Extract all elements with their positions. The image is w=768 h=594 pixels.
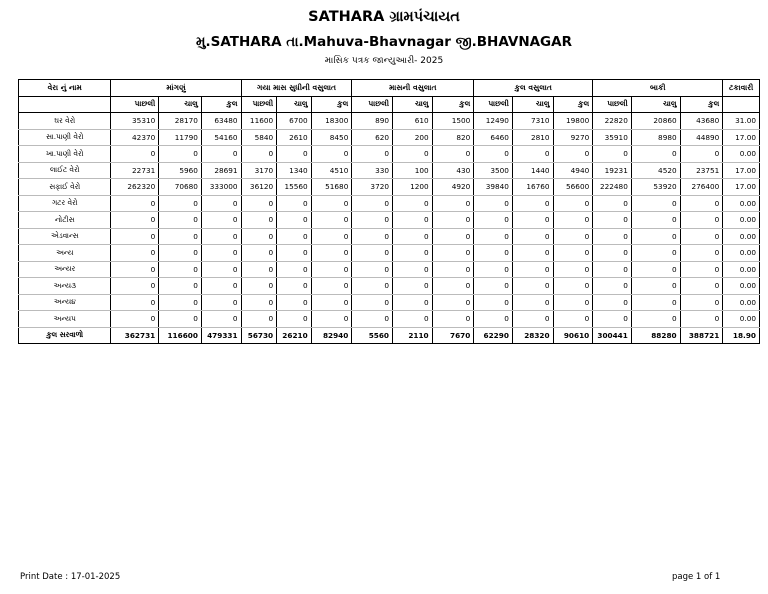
value-cell: 0: [680, 212, 723, 229]
value-cell: 0: [311, 195, 352, 212]
value-cell: 0: [159, 245, 202, 262]
value-cell: 0: [512, 278, 553, 295]
value-cell: 62290: [474, 327, 513, 344]
col-percentage: ટકાવારી: [723, 80, 760, 97]
value-cell: 0: [512, 212, 553, 229]
value-cell: 31.00: [723, 113, 760, 130]
value-cell: 0: [352, 195, 393, 212]
value-cell: 22731: [111, 162, 159, 179]
value-cell: 0: [432, 146, 474, 163]
value-cell: 5960: [159, 162, 202, 179]
value-cell: 17.00: [723, 162, 760, 179]
value-cell: 53920: [631, 179, 680, 196]
value-cell: 0: [393, 261, 433, 278]
value-cell: 0: [111, 278, 159, 295]
value-cell: 0: [512, 245, 553, 262]
value-cell: 0: [111, 212, 159, 229]
value-cell: 4520: [631, 162, 680, 179]
sub-header-cell: ચાલુ: [159, 96, 202, 113]
page-number: page 1 of 1: [672, 572, 721, 582]
value-cell: 0: [201, 146, 241, 163]
table-row: [19, 195, 760, 212]
value-cell: 1200: [393, 179, 433, 196]
value-cell: 0: [553, 294, 593, 311]
value-cell: 4940: [553, 162, 593, 179]
value-cell: 0: [512, 195, 553, 212]
value-cell: 0: [277, 294, 312, 311]
value-cell: 0: [241, 294, 277, 311]
value-cell: 0: [474, 146, 513, 163]
value-cell: 479331: [201, 327, 241, 344]
value-cell: 4920: [432, 179, 474, 196]
value-cell: 0: [512, 311, 553, 328]
tax-name-cell: અન્ય૩: [19, 278, 111, 295]
value-cell: 9270: [553, 129, 593, 146]
value-cell: 0: [512, 261, 553, 278]
value-cell: 0: [111, 311, 159, 328]
value-cell: 0: [159, 228, 202, 245]
total-row: [19, 327, 760, 344]
value-cell: 0: [512, 228, 553, 245]
value-cell: 0: [277, 245, 312, 262]
value-cell: 0: [512, 146, 553, 163]
value-cell: 0: [241, 311, 277, 328]
value-cell: 0: [680, 311, 723, 328]
sub-header-cell: કુલ: [553, 96, 593, 113]
table-row: [19, 162, 760, 179]
value-cell: 0: [352, 261, 393, 278]
table-row: [19, 179, 760, 196]
value-cell: 0: [631, 146, 680, 163]
value-cell: 18.90: [723, 327, 760, 344]
value-cell: 5840: [241, 129, 277, 146]
value-cell: 362731: [111, 327, 159, 344]
value-cell: 890: [352, 113, 393, 130]
value-cell: 28691: [201, 162, 241, 179]
value-cell: 0: [593, 212, 632, 229]
sub-header-cell: પાછલી: [241, 96, 277, 113]
value-cell: 0: [393, 212, 433, 229]
value-cell: 0: [393, 245, 433, 262]
value-cell: 0: [680, 228, 723, 245]
value-cell: 0: [432, 245, 474, 262]
tax-name-cell: સા.પાણી વેરો: [19, 129, 111, 146]
value-cell: 0: [159, 212, 202, 229]
value-cell: 0: [352, 278, 393, 295]
value-cell: 0: [432, 195, 474, 212]
value-cell: 0: [393, 228, 433, 245]
value-cell: 0.00: [723, 278, 760, 295]
value-cell: 19231: [593, 162, 632, 179]
value-cell: 0: [631, 195, 680, 212]
value-cell: 0: [201, 294, 241, 311]
value-cell: 0: [277, 261, 312, 278]
value-cell: 11790: [159, 129, 202, 146]
value-cell: 388721: [680, 327, 723, 344]
value-cell: 63480: [201, 113, 241, 130]
tax-name-cell: ગટર વેરો: [19, 195, 111, 212]
value-cell: 620: [352, 129, 393, 146]
sub-header-empty: [19, 96, 111, 113]
value-cell: 0: [553, 228, 593, 245]
value-cell: 0: [432, 228, 474, 245]
value-cell: 39840: [474, 179, 513, 196]
col-tax-name: વેરા નું નામ: [19, 80, 111, 97]
value-cell: 0: [680, 245, 723, 262]
value-cell: 100: [393, 162, 433, 179]
value-cell: 0: [277, 212, 312, 229]
value-cell: 0: [311, 245, 352, 262]
value-cell: 0: [111, 294, 159, 311]
value-cell: 7310: [512, 113, 553, 130]
value-cell: 0: [159, 294, 202, 311]
value-cell: 90610: [553, 327, 593, 344]
value-cell: 222480: [593, 179, 632, 196]
value-cell: 0: [631, 294, 680, 311]
table-row: [19, 228, 760, 245]
value-cell: 0: [553, 146, 593, 163]
value-cell: 0: [311, 261, 352, 278]
value-cell: 0: [159, 278, 202, 295]
value-cell: 28170: [159, 113, 202, 130]
value-cell: 0: [159, 146, 202, 163]
sub-header-cell: ચાલુ: [631, 96, 680, 113]
tax-report-table: [18, 79, 760, 344]
value-cell: 0: [553, 212, 593, 229]
value-cell: 0: [553, 311, 593, 328]
value-cell: 0: [277, 311, 312, 328]
value-cell: 0: [159, 261, 202, 278]
sub-header-cell: ચાલુ: [512, 96, 553, 113]
value-cell: 0.00: [723, 146, 760, 163]
tax-name-cell: નોટીસ: [19, 212, 111, 229]
report-period: માસિક પત્રક જાન્યુઆરી- 2025: [324, 56, 444, 66]
value-cell: 1440: [512, 162, 553, 179]
value-cell: 36120: [241, 179, 277, 196]
value-cell: 0: [201, 245, 241, 262]
value-cell: 0: [432, 311, 474, 328]
value-cell: 0: [680, 278, 723, 295]
value-cell: 330: [352, 162, 393, 179]
value-cell: 0: [352, 294, 393, 311]
value-cell: 43680: [680, 113, 723, 130]
sub-header-cell: કુલ: [311, 96, 352, 113]
value-cell: 17.00: [723, 179, 760, 196]
value-cell: 0: [474, 311, 513, 328]
value-cell: 2810: [512, 129, 553, 146]
tax-name-cell: અન્યર: [19, 261, 111, 278]
group-balance: બાકી: [593, 80, 723, 97]
value-cell: 6460: [474, 129, 513, 146]
value-cell: 0: [593, 294, 632, 311]
sub-header-cell: ચાલુ: [277, 96, 312, 113]
value-cell: 610: [393, 113, 433, 130]
group-month-collection: માસની વસુલાત: [352, 80, 474, 97]
value-cell: 0: [432, 212, 474, 229]
sub-header-cell: કુલ: [201, 96, 241, 113]
value-cell: 0: [474, 195, 513, 212]
value-cell: 0: [593, 228, 632, 245]
value-cell: 0: [680, 294, 723, 311]
value-cell: 0: [201, 311, 241, 328]
value-cell: 0: [593, 278, 632, 295]
value-cell: 2110: [393, 327, 433, 344]
value-cell: 0: [201, 261, 241, 278]
value-cell: 0: [352, 245, 393, 262]
value-cell: 0: [311, 294, 352, 311]
value-cell: 0: [241, 261, 277, 278]
value-cell: 0: [241, 228, 277, 245]
sub-header-cell: કુલ: [432, 96, 474, 113]
sub-header-cell: કુલ: [680, 96, 723, 113]
value-cell: 0: [111, 195, 159, 212]
value-cell: 3170: [241, 162, 277, 179]
value-cell: 0: [474, 245, 513, 262]
tax-name-cell: સફાઈ વેરો: [19, 179, 111, 196]
value-cell: 0: [512, 294, 553, 311]
sub-header-cell: ચાલુ: [393, 96, 433, 113]
group-demand: માંગણું: [111, 80, 241, 97]
value-cell: 820: [432, 129, 474, 146]
value-cell: 22820: [593, 113, 632, 130]
value-cell: 0.00: [723, 311, 760, 328]
value-cell: 0: [680, 146, 723, 163]
value-cell: 23751: [680, 162, 723, 179]
value-cell: 56600: [553, 179, 593, 196]
table-row: [19, 261, 760, 278]
table-row: [19, 113, 760, 130]
value-cell: 3500: [474, 162, 513, 179]
value-cell: 0: [680, 195, 723, 212]
value-cell: 28320: [512, 327, 553, 344]
value-cell: 17.00: [723, 129, 760, 146]
report-address: મુ.SATHARA તા.Mahuva-Bhavnagar જી.BHAVNAGAR: [196, 34, 572, 50]
value-cell: 0: [553, 195, 593, 212]
sub-header-empty: [723, 96, 760, 113]
value-cell: 0: [352, 212, 393, 229]
value-cell: 0: [201, 195, 241, 212]
sub-header-row: [19, 96, 760, 113]
value-cell: 0: [593, 146, 632, 163]
value-cell: 0: [631, 212, 680, 229]
value-cell: 0.00: [723, 212, 760, 229]
group-total-collection: કુલ વસુલાત: [474, 80, 593, 97]
value-cell: 0: [393, 195, 433, 212]
value-cell: 0: [631, 228, 680, 245]
value-cell: 0: [393, 311, 433, 328]
group-header-row: [19, 80, 760, 97]
value-cell: 0: [680, 261, 723, 278]
value-cell: 54160: [201, 129, 241, 146]
table-row: [19, 146, 760, 163]
value-cell: 0: [474, 261, 513, 278]
table-row: [19, 294, 760, 311]
group-previous-collection: ગયા માસ સુધીની વસુલાત: [241, 80, 352, 97]
tax-name-cell: લાઈટ વેરો: [19, 162, 111, 179]
value-cell: 0: [432, 261, 474, 278]
sub-header-cell: પાછલી: [111, 96, 159, 113]
value-cell: 7670: [432, 327, 474, 344]
value-cell: 276400: [680, 179, 723, 196]
value-cell: 44890: [680, 129, 723, 146]
value-cell: 0: [631, 278, 680, 295]
value-cell: 5560: [352, 327, 393, 344]
value-cell: 2610: [277, 129, 312, 146]
value-cell: 0: [201, 212, 241, 229]
value-cell: 0: [352, 311, 393, 328]
value-cell: 0: [311, 146, 352, 163]
tax-name-cell: કુલ સરવાળો: [19, 327, 111, 344]
value-cell: 0: [432, 294, 474, 311]
value-cell: 11600: [241, 113, 277, 130]
value-cell: 0: [111, 245, 159, 262]
value-cell: 0: [352, 228, 393, 245]
tax-name-cell: અન્ય૪: [19, 294, 111, 311]
value-cell: 12490: [474, 113, 513, 130]
sub-header-cell: પાછલી: [593, 96, 632, 113]
value-cell: 0: [393, 294, 433, 311]
value-cell: 0: [111, 146, 159, 163]
value-cell: 0: [311, 278, 352, 295]
value-cell: 16760: [512, 179, 553, 196]
value-cell: 56730: [241, 327, 277, 344]
value-cell: 1340: [277, 162, 312, 179]
value-cell: 0: [111, 228, 159, 245]
value-cell: 0: [393, 146, 433, 163]
value-cell: 0: [474, 228, 513, 245]
value-cell: 0: [474, 278, 513, 295]
value-cell: 42370: [111, 129, 159, 146]
value-cell: 3720: [352, 179, 393, 196]
value-cell: 333000: [201, 179, 241, 196]
tax-name-cell: એડવાન્સ: [19, 228, 111, 245]
value-cell: 0: [201, 278, 241, 295]
value-cell: 0.00: [723, 294, 760, 311]
value-cell: 300441: [593, 327, 632, 344]
value-cell: 0: [393, 278, 433, 295]
value-cell: 0.00: [723, 228, 760, 245]
value-cell: 0: [241, 195, 277, 212]
value-cell: 0: [631, 261, 680, 278]
table-row: [19, 245, 760, 262]
value-cell: 4510: [311, 162, 352, 179]
value-cell: 200: [393, 129, 433, 146]
report-title: SATHARA ગ્રામપંચાયત: [308, 9, 460, 25]
value-cell: 0: [474, 294, 513, 311]
value-cell: 8450: [311, 129, 352, 146]
tax-name-cell: ખા.પાણી વેરો: [19, 146, 111, 163]
value-cell: 0.00: [723, 195, 760, 212]
value-cell: 26210: [277, 327, 312, 344]
value-cell: 1500: [432, 113, 474, 130]
value-cell: 0: [593, 261, 632, 278]
value-cell: 116600: [159, 327, 202, 344]
value-cell: 0.00: [723, 261, 760, 278]
value-cell: 0: [553, 278, 593, 295]
value-cell: 0: [111, 261, 159, 278]
value-cell: 0: [241, 146, 277, 163]
value-cell: 6700: [277, 113, 312, 130]
value-cell: 0: [352, 146, 393, 163]
value-cell: 0: [432, 278, 474, 295]
print-date: Print Date : 17-01-2025: [20, 572, 121, 582]
value-cell: 0.00: [723, 245, 760, 262]
value-cell: 0: [631, 311, 680, 328]
value-cell: 0: [241, 212, 277, 229]
value-cell: 20860: [631, 113, 680, 130]
value-cell: 0: [311, 228, 352, 245]
value-cell: 0: [241, 278, 277, 295]
value-cell: 18300: [311, 113, 352, 130]
value-cell: 19800: [553, 113, 593, 130]
value-cell: 0: [159, 195, 202, 212]
tax-name-cell: અન્ય૫: [19, 311, 111, 328]
value-cell: 0: [201, 228, 241, 245]
value-cell: 0: [277, 228, 312, 245]
value-cell: 0: [553, 245, 593, 262]
value-cell: 35910: [593, 129, 632, 146]
value-cell: 0: [593, 195, 632, 212]
value-cell: 0: [593, 245, 632, 262]
value-cell: 0: [311, 311, 352, 328]
tax-name-cell: અન્ય: [19, 245, 111, 262]
value-cell: 430: [432, 162, 474, 179]
value-cell: 0: [159, 311, 202, 328]
value-cell: 82940: [311, 327, 352, 344]
value-cell: 0: [631, 245, 680, 262]
value-cell: 51680: [311, 179, 352, 196]
value-cell: 262320: [111, 179, 159, 196]
value-cell: 15560: [277, 179, 312, 196]
sub-header-cell: પાછલી: [352, 96, 393, 113]
tax-name-cell: ઘર વેરો: [19, 113, 111, 130]
value-cell: 0: [277, 278, 312, 295]
table-row: [19, 278, 760, 295]
table-row: [19, 311, 760, 328]
table-row: [19, 212, 760, 229]
value-cell: 8980: [631, 129, 680, 146]
value-cell: 0: [277, 146, 312, 163]
value-cell: 0: [311, 212, 352, 229]
value-cell: 0: [593, 311, 632, 328]
value-cell: 0: [277, 195, 312, 212]
value-cell: 35310: [111, 113, 159, 130]
sub-header-cell: પાછલી: [474, 96, 513, 113]
value-cell: 88280: [631, 327, 680, 344]
value-cell: 70680: [159, 179, 202, 196]
value-cell: 0: [553, 261, 593, 278]
table-row: [19, 129, 760, 146]
value-cell: 0: [241, 245, 277, 262]
value-cell: 0: [474, 212, 513, 229]
